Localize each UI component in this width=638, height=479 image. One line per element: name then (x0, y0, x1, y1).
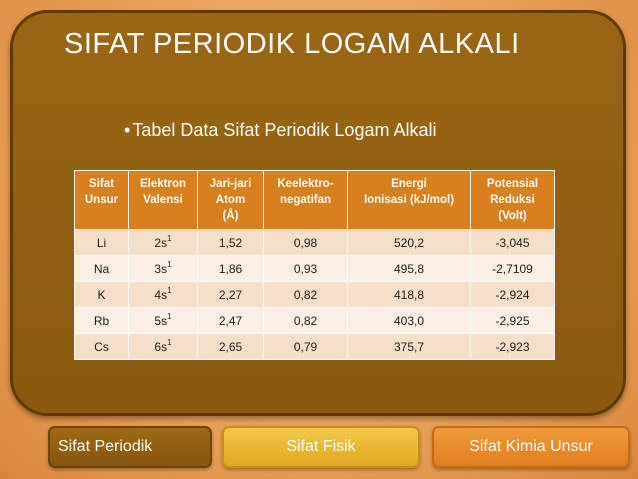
table-row (75, 334, 555, 360)
cell-keelektronegatifan: 0,79 (264, 334, 348, 360)
nav-sifat-kimia-unsur-button[interactable]: Sifat Kimia Unsur (432, 426, 630, 468)
cell-jari-jari: 2,47 (198, 308, 264, 334)
subtitle (124, 120, 436, 141)
table-row (75, 256, 555, 282)
cell-keelektronegatifan: 0,98 (264, 230, 348, 256)
cell-unsur: Na (75, 256, 129, 282)
cell-potensial: -3,045 (471, 230, 555, 256)
table-header-row (75, 171, 555, 230)
cell-jari-jari: 1,86 (198, 256, 264, 282)
header-elektron-valensi: Elektron Valensi (129, 171, 198, 230)
cell-keelektronegatifan: 0,82 (264, 308, 348, 334)
cell-valensi: $5s^1$ (129, 308, 198, 334)
cell-unsur: Rb (75, 308, 129, 334)
cell-unsur: Li (75, 230, 129, 256)
nav-sifat-periodik-button[interactable]: Sifat Periodik (48, 426, 212, 468)
cell-energi: 495,8 (348, 256, 471, 282)
subtitle-text: Tabel Data Sifat Periodik Logam Alkali (132, 120, 437, 140)
cell-unsur: K (75, 282, 129, 308)
table-row (75, 308, 555, 334)
cell-valensi: $3s^1$ (129, 256, 198, 282)
cell-energi: 520,2 (348, 230, 471, 256)
bullet-glyph: • (124, 120, 131, 140)
cell-keelektronegatifan: 0,93 (264, 256, 348, 282)
cell-energi: 418,8 (348, 282, 471, 308)
table-row (75, 230, 555, 256)
cell-unsur: Cs (75, 334, 129, 360)
header-sifat-unsur: Sifat Unsur (75, 171, 129, 230)
header-jari-jari-atom: Jari-jari Atom (Å) (198, 171, 264, 230)
cell-potensial: -2,923 (471, 334, 555, 360)
table-row (75, 282, 555, 308)
cell-potensial: -2,924 (471, 282, 555, 308)
cell-valensi: $2s^1$ (129, 230, 198, 256)
cell-valensi: $6s^1$ (129, 334, 198, 360)
cell-potensial: -2,925 (471, 308, 555, 334)
nav-sifat-fisik-button[interactable]: Sifat Fisik (222, 426, 420, 468)
cell-energi: 375,7 (348, 334, 471, 360)
slide-title: SIFAT PERIODIK LOGAM ALKALI (64, 28, 520, 60)
alkali-data-table (74, 170, 555, 360)
cell-jari-jari: 1,52 (198, 230, 264, 256)
cell-valensi: $4s^1$ (129, 282, 198, 308)
header-energi-ionisasi: Energi Ionisasi (kJ/mol) (348, 171, 471, 230)
cell-keelektronegatifan: 0,82 (264, 282, 348, 308)
header-potensial-reduksi: Potensial Reduksi (Volt) (471, 171, 555, 230)
header-keelektronegatifan: Keelektro- negatifan (264, 171, 348, 230)
cell-jari-jari: 2,27 (198, 282, 264, 308)
cell-energi: 403,0 (348, 308, 471, 334)
cell-jari-jari: 2,65 (198, 334, 264, 360)
cell-potensial: -2,7109 (471, 256, 555, 282)
